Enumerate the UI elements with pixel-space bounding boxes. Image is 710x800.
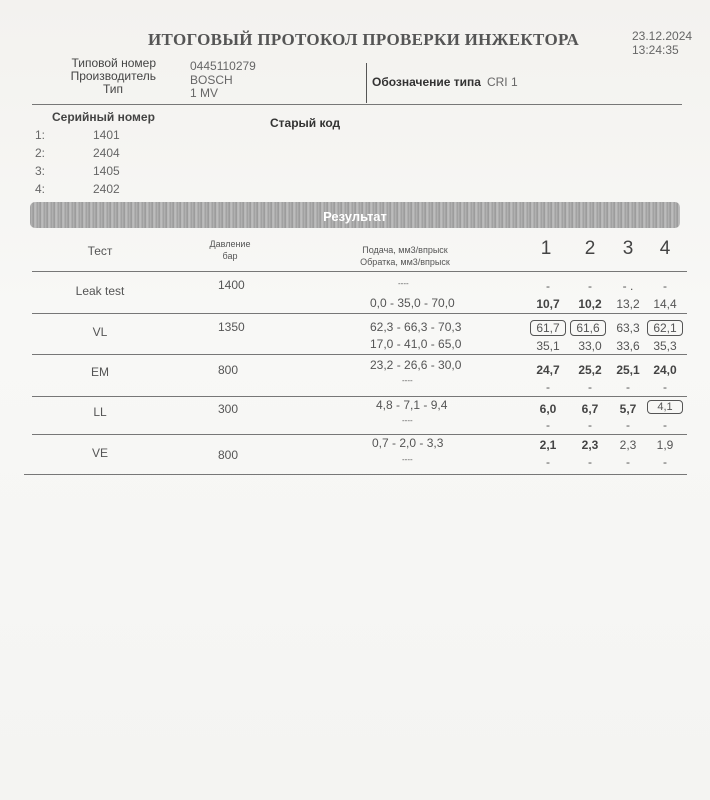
cell-delivery-3: 25,1 <box>616 363 640 377</box>
cell-return-3: - <box>626 455 630 469</box>
divider-table-header <box>32 271 687 272</box>
type-value: 1 MV <box>190 86 219 100</box>
row-pressure: 800 <box>218 448 239 462</box>
return-label: Обратка, мм3/впрыск <box>360 257 450 267</box>
manufacturer-value: BOSCH <box>190 73 233 87</box>
cell-delivery-1: 24,7 <box>536 363 560 377</box>
type-designation <box>372 75 518 89</box>
type-label: Тип <box>102 82 123 96</box>
cell-return-4: 14,4 <box>653 297 677 311</box>
cell-delivery-4-flagged: 62,1 <box>647 320 683 336</box>
date: 23.12.2024 <box>632 29 693 43</box>
row-return-range: ---- <box>402 455 413 464</box>
row-pressure: 300 <box>218 402 239 416</box>
cell-return-3: 33,6 <box>616 339 640 353</box>
row-delivery-range: 62,3 - 66,3 - 70,3 <box>370 320 462 334</box>
row-pressure: 1350 <box>218 320 245 334</box>
cell-return-1: 35,1 <box>536 339 560 353</box>
old-code-header: Старый код <box>270 116 341 130</box>
serial-index-4: 4: <box>35 182 46 196</box>
cell-delivery-4: 24,0 <box>653 363 677 377</box>
col-header-injector-1: 1 <box>540 238 552 259</box>
row-delivery-range: 0,7 - 2,0 - 3,3 <box>372 436 444 450</box>
cell-delivery-2-flagged: 61,6 <box>570 320 606 336</box>
cell-return-3: 13,2 <box>616 297 640 311</box>
col-header-pressure <box>195 238 265 262</box>
col-header-injector-3: 3 <box>622 238 634 259</box>
time: 13:24:35 <box>632 43 679 57</box>
row-pressure: 1400 <box>218 278 245 292</box>
manufacturer-label: Производитель <box>70 69 156 83</box>
results-banner <box>30 202 680 228</box>
cell-return-4: 35,3 <box>653 339 677 353</box>
col-header-delivery-return <box>330 244 480 268</box>
serial-index-3: 3: <box>35 164 46 178</box>
cell-delivery-2: 25,2 <box>578 363 602 377</box>
col-header-injector-2: 2 <box>584 238 596 259</box>
cell-delivery-1-flagged: 61,7 <box>530 320 566 336</box>
row-delivery-range: 4,8 - 7,1 - 9,4 <box>376 398 448 412</box>
serial-value-3: 1405 <box>93 164 120 178</box>
cell-delivery-4: - <box>663 279 667 293</box>
serial-value-4: 2402 <box>93 182 120 196</box>
cell-delivery-3: - . <box>622 279 634 293</box>
cell-return-2: - <box>588 418 592 432</box>
row-delivery-range: ---- <box>398 279 409 288</box>
divider-vertical <box>366 63 367 103</box>
pressure-label: Давление <box>209 239 251 249</box>
type-number-value: 0445110279 <box>190 59 256 73</box>
row-test-name: LL <box>93 405 107 419</box>
cell-delivery-3: 5,7 <box>619 402 637 416</box>
cell-return-4: - <box>663 418 667 432</box>
serial-index-2: 2: <box>35 146 46 160</box>
cell-return-2: 33,0 <box>578 339 602 353</box>
table-bottom-divider <box>24 474 687 475</box>
row-test-name: VE <box>91 446 108 460</box>
row-delivery-range: 23,2 - 26,6 - 30,0 <box>370 358 462 372</box>
col-header-injector-4: 4 <box>659 238 671 259</box>
row-divider <box>32 434 687 435</box>
cell-delivery-4-flagged: 4,1 <box>647 400 683 414</box>
serial-value-1: 1401 <box>93 128 120 142</box>
cell-delivery-2: 6,7 <box>581 402 599 416</box>
row-divider <box>32 313 687 314</box>
serial-number-header: Серийный номер <box>52 110 155 124</box>
cell-delivery-1: - <box>546 279 550 293</box>
cell-return-4: - <box>663 380 667 394</box>
row-return-range: ---- <box>402 376 413 385</box>
cell-return-1: - <box>546 380 550 394</box>
row-test-name: VL <box>92 325 108 339</box>
type-designation-label: Обозначение типа <box>372 75 481 89</box>
cell-return-2: - <box>588 455 592 469</box>
cell-delivery-1: 2,1 <box>539 438 557 452</box>
cell-return-4: - <box>663 455 667 469</box>
row-divider <box>32 354 687 355</box>
row-divider <box>32 396 687 397</box>
row-pressure: 800 <box>218 363 239 377</box>
cell-delivery-4: 1,9 <box>656 438 674 452</box>
cell-return-1: 10,7 <box>536 297 560 311</box>
cell-return-1: - <box>546 455 550 469</box>
serial-index-1: 1: <box>35 128 46 142</box>
row-return-range: 0,0 - 35,0 - 70,0 <box>370 296 455 310</box>
timestamp <box>632 29 692 57</box>
document-title: ИТОГОВЫЙ ПРОТОКОЛ ПРОВЕРКИ ИНЖЕКТОРА <box>148 30 580 49</box>
cell-delivery-3: 63,3 <box>616 321 640 335</box>
cell-delivery-1: 6,0 <box>539 402 557 416</box>
cell-return-2: - <box>588 380 592 394</box>
cell-delivery-2: 2,3 <box>581 438 599 452</box>
col-header-test: Тест <box>87 244 113 258</box>
divider-header <box>32 104 682 105</box>
row-test-name: Leak test <box>75 284 125 298</box>
results-banner-label: Результат <box>323 209 387 224</box>
cell-return-1: - <box>546 418 550 432</box>
pressure-unit: бар <box>222 251 238 261</box>
cell-return-3: - <box>626 380 630 394</box>
cell-return-2: 10,2 <box>578 297 602 311</box>
delivery-label: Подача, мм3/впрыск <box>362 245 448 255</box>
cell-delivery-2: - <box>588 279 592 293</box>
type-designation-value: CRI 1 <box>486 75 518 89</box>
cell-return-3: - <box>626 418 630 432</box>
row-test-name: EM <box>91 365 109 379</box>
cell-delivery-3: 2,3 <box>619 438 637 452</box>
row-return-range: ---- <box>402 416 413 425</box>
type-number-label: Типовой номер <box>71 56 156 70</box>
row-return-range: 17,0 - 41,0 - 65,0 <box>370 337 462 351</box>
serial-value-2: 2404 <box>93 146 120 160</box>
